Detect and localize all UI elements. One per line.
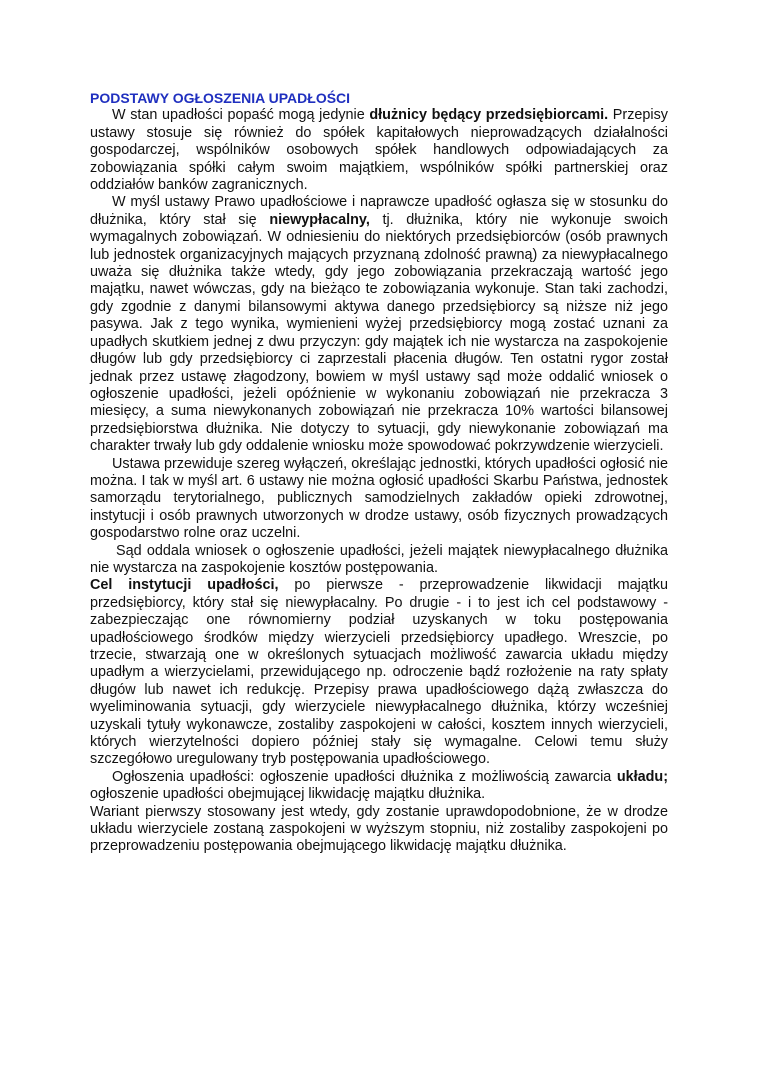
paragraph-debtors-text-a: W stan upadłości popaść mogą jedynie (112, 107, 370, 124)
paragraph-insolvency-text-a: W myśl ustawy Prawo upadłościowe i naprawcze upadłość ogłasza się w stosunku do dłużnika, który stał się (90, 194, 668, 228)
paragraph-debtors-bold: dłużnicy będący przedsiębiorcami. (369, 107, 609, 124)
paragraph-debtors-text-c: Przepisy ustawy stosuje się również do spółek kapitałowych nieprowadzących działalności gospodarczej, wspólników osobowych spółek handlowych odpowiadających za zobowiązania spółki całym swoim majątkiem, wspólników spółki partnerskiej oraz oddziałów banków zagranicznych. (90, 107, 668, 194)
paragraph-declarations-text-a: Ogłoszenia upadłości: ogłoszenie upadłości dłużnika z możliwością zawarcia (112, 768, 617, 785)
paragraph-variant: Wariant pierwszy stosowany jest wtedy, gdy zostanie uprawdopodobnione, że w drodze układu wierzyciele zostaną zaspokojeni w wyższym stopniu, niż zostaliby zaspokojeni po przeprowadzeniu postępowania obejmującego likwidację majątku dłużnika. (90, 803, 668, 855)
paragraph-exclusions: Ustawa przewiduje szereg wyłączeń, określając jednostki, których upadłości ogłosić nie można. I tak w myśl art. 6 ustawy nie można ogłosić upadłości Skarbu Państwa, jednostek samorządu terytorialnego, publicznych samodzielnych zakładów opieki zdrowotnej, instytucji i osób prawnych utworzonych w drodze ustawy, osób fizycznych prowadzących gospodarstwo rolne oraz uczelni. (90, 455, 668, 542)
paragraph-insolvency-text-c: tj. dłużnika, który nie wykonuje swoich wymagalnych zobowiązań. W odniesieniu do niektórych przedsiębiorców (osób prawnych lub jednostek organizacyjnych mających przyznaną zdolność prawną) za niewypłacalnego uważa się dłużnika także wtedy, gdy jego zobowiązania przekraczają wartość jego majątku, nawet wówczas, gdy na bieżąco te zobowiązania wykonuje. Stan taki zachodzi, gdy zgodnie z danymi bilansowymi aktywa danego przedsiębiorcy są niższe niż jego pasywa. Jak z tego wynika, wymienieni wyżej przedsiębiorcy mogą zostać uznani za upadłych skutkiem jednej z dwu przyczyn: gdy majątek ich nie wystarcza na zaspokojenie długów lub gdy przedsiębiorcy ci zaprzestali płacenia długów. Ten ostatni rygor został jednak przez ustawę złagodzony, bowiem w myśl ustawy sąd może oddalić wniosek o ogłoszenie upadłości, jeżeli opóźnienie w wykonaniu zobowiązań nie przekracza 3 miesięcy, a suma niewykonanych zobowiązań nie przekracza 10% wartości bilansowej przedsiębiorstwa dłużnika. Nie dotyczy to sytuacji, gdy niewykonanie zobowiązań ma charakter trwały lub gdy oddalenie wniosku może spowodować pokrzywdzenie wierzycieli. (90, 211, 668, 455)
paragraph-debtors (90, 107, 668, 194)
paragraph-declarations-bold: układu; (616, 768, 668, 785)
paragraph-purpose-bold: Cel instytucji upadłości, (90, 577, 279, 594)
paragraph-purpose-text: po pierwsze - przeprowadzenie likwidacji majątku przedsiębiorcy, który stał się niewypłacalny. Po drugie - i to jest ich cel podstawowy - zabezpieczając one równomierny podział uzyskanych w toku postępowania upadłościowego środków między wierzycieli przedsiębiorcy upadłego. Wreszcie, po trzecie, stwarzają one w określonych sytuacjach możliwość zawarcia układu między upadłym a wierzycielami, przewidującego np. odroczenie bądź rozłożenie na raty spłaty długów lub nawet ich redukcję. Przepisy prawa upadłościowego dążą zwłaszcza do wyeliminowania sytuacji, gdy wierzyciele niewypłacalnego dłużnika, którzy wcześniej uzyskali tytuły wykonawcze, zostaliby zaspokojeni w całości, kosztem innych wierzycieli, których wierzytelności dopiero później stały się wymagalne. Celowi temu służy szczegółowo uregulowany tryb postępowania upadłościowego. (90, 577, 668, 768)
paragraph-declarations (90, 769, 668, 804)
document-page (90, 90, 668, 856)
paragraph-declarations-text-c: ogłoszenie upadłości obejmującej likwidację majątku dłużnika. (90, 786, 486, 803)
paragraph-purpose (90, 577, 668, 768)
document-title: PODSTAWY OGŁOSZENIA UPADŁOŚCI (90, 90, 351, 106)
paragraph-insolvency-bold: niewypłacalny, (269, 211, 370, 228)
paragraph-insolvency (90, 194, 668, 455)
paragraph-court-dismissal: Sąd oddala wniosek o ogłoszenie upadłości, jeżeli majątek niewypłacalnego dłużnika nie wystarcza na zaspokojenie kosztów postępowania. (90, 542, 668, 576)
